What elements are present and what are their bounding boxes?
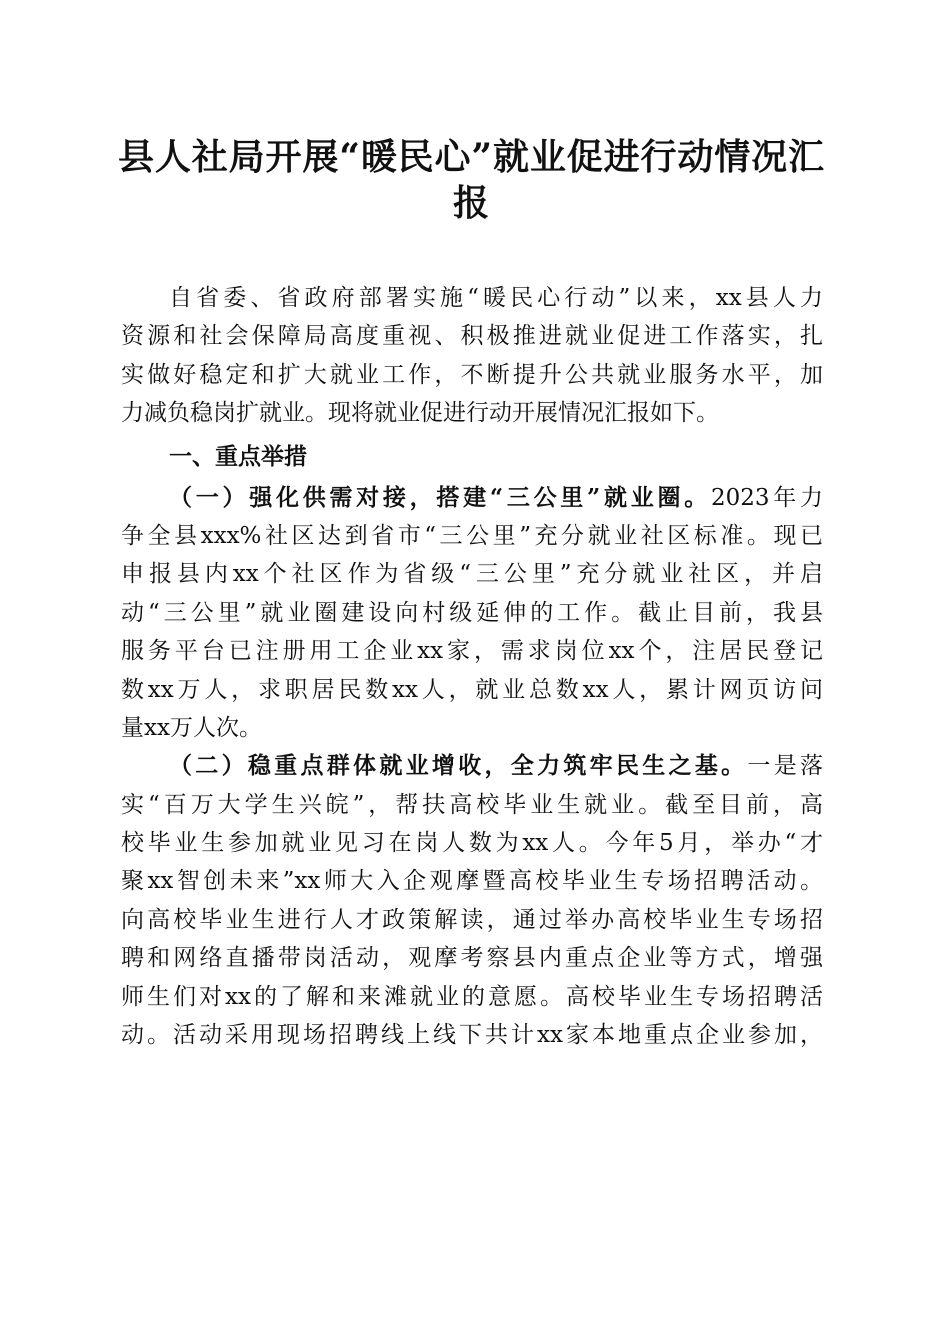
item2-line: 聚xx智创未来”xx师大入企观摩暨高校毕业生专场招聘活动。 bbox=[121, 868, 823, 895]
intro-line: 自省委、省政府部署实施“暖民心行动”以来，xx县人力 bbox=[169, 285, 823, 311]
item1-heading: （一）强化供需对接，搭建“三公里”就业圈。 bbox=[169, 483, 711, 511]
item2-first-line bbox=[121, 747, 823, 785]
title-line-2: 报 bbox=[452, 182, 489, 224]
item1-line: 服务平台已注册用工企业xx家，需求岗位xx个，注居民登记 bbox=[121, 638, 823, 665]
item2-line: 校毕业生参加就业见习在岗人数为xx人。今年5月，举办“才 bbox=[121, 830, 823, 857]
item1-line: 争全县xxx%社区达到省市“三公里”充分就业社区标准。现已 bbox=[121, 522, 823, 549]
item1-line: 数xx万人，求职居民数xx人，就业总数xx人，累计网页访问 bbox=[121, 676, 823, 703]
document-body bbox=[121, 279, 823, 1054]
item1-first-line bbox=[121, 479, 823, 517]
item2-line: 聘和网络直播带岗活动，观摩考察县内重点企业等方式，增强 bbox=[121, 945, 823, 972]
title-line-1: 县人社局开展“暖民心”就业促进行动情况汇 bbox=[118, 136, 824, 178]
intro-line: 实做好稳定和扩大就业工作，不断提升公共就业服务水平，加 bbox=[121, 361, 823, 388]
item2-line: 动。活动采用现场招聘线上线下共计xx家本地重点企业参加， bbox=[121, 1022, 823, 1049]
item2-line: 师生们对xx的了解和来滩就业的意愿。高校毕业生专场招聘活 bbox=[121, 983, 823, 1010]
item1-line: 动“三公里”就业圈建设向村级延伸的工作。截止目前，我县 bbox=[121, 599, 823, 626]
item1-line: 申报县内xx个社区作为省级“三公里”充分就业社区，并启 bbox=[121, 561, 823, 588]
item2-line: 向高校毕业生进行人才政策解读，通过举办高校毕业生专场招 bbox=[121, 906, 823, 933]
intro-line: 力减负稳岗扩就业。现将就业促进行动开展情况汇报如下。 bbox=[121, 400, 719, 427]
document-title bbox=[118, 134, 824, 226]
section-heading: 一、重点举措 bbox=[169, 442, 307, 470]
intro-line: 资源和社会保障局高度重视、积极推进就业促进工作落实，扎 bbox=[121, 323, 823, 350]
item1-line: 量xx万人次。 bbox=[121, 714, 262, 741]
item2-text: 一是落 bbox=[747, 753, 824, 780]
item2-line: 实“百万大学生兴皖”，帮扶高校毕业生就业。截至目前，高 bbox=[121, 791, 823, 818]
item2-heading: （二）稳重点群体就业增收，全力筑牢民生之基。 bbox=[169, 752, 748, 780]
item1-text: 2023年力 bbox=[710, 484, 823, 511]
